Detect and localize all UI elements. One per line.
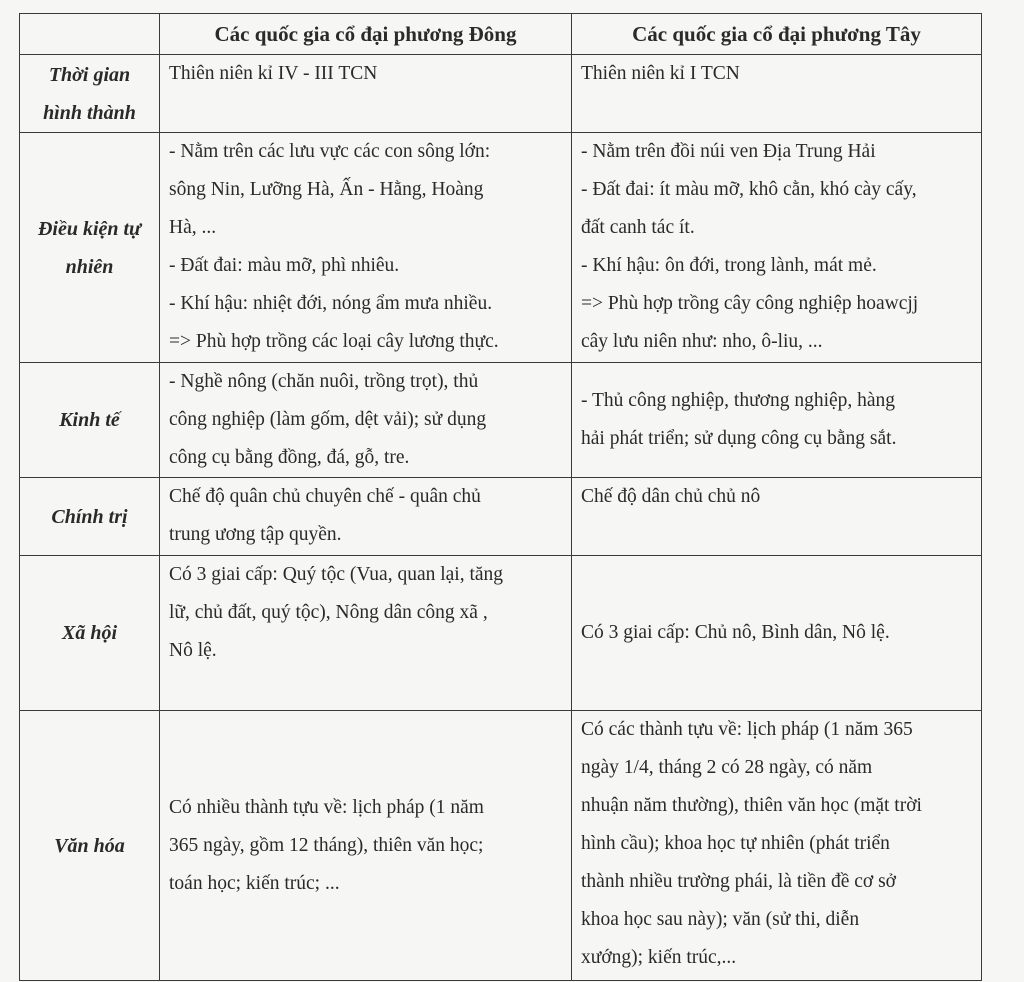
cell-line: nhuận năm thường), thiên văn học (mặt trời [581, 795, 922, 816]
label-line: Kinh tế [59, 409, 120, 431]
cell-line: Chế độ dân chủ chủ nô [581, 486, 761, 507]
east-cell [160, 363, 572, 478]
cell-line: - Khí hậu: nhiệt đới, nóng ẩm mưa nhiều. [169, 293, 493, 314]
cell-line: - Đất đai: màu mỡ, phì nhiêu. [169, 255, 400, 276]
cell-line: công nghiệp (làm gốm, dệt vải); sử dụng [169, 409, 487, 430]
label-line: nhiên [65, 255, 114, 278]
west-cell [572, 711, 982, 981]
label-line: Điều kiện tự [37, 217, 142, 240]
cell-line: - Đất đai: ít màu mỡ, khô cằn, khó cày cấy, [581, 179, 917, 200]
cell-line: Có các thành tựu về: lịch pháp (1 năm 365 [581, 719, 913, 740]
cell-line: hình cầu); khoa học tự nhiên (phát triển [581, 833, 890, 854]
comparison-table-container [19, 13, 981, 981]
west-cell [572, 55, 982, 133]
west-cell [572, 133, 982, 363]
header-corner [20, 14, 160, 55]
row-society [20, 556, 982, 711]
cell-line: Có 3 giai cấp: Chủ nô, Bình dân, Nô lệ. [581, 622, 890, 643]
row-natural-conditions [20, 133, 982, 363]
cell-line: hải phát triển; sử dụng công cụ bằng sắt. [581, 428, 897, 449]
east-cell [160, 133, 572, 363]
cell-line: Thiên niên kỉ I TCN [581, 63, 740, 84]
cell-line: - Thủ công nghiệp, thương nghiệp, hàng [581, 390, 896, 411]
east-cell [160, 55, 572, 133]
label-line: Xã hội [61, 622, 118, 644]
cell-line: lữ, chủ đất, quý tộc), Nông dân công xã , [169, 602, 488, 623]
cell-line: Hà, ... [169, 217, 217, 238]
east-cell [160, 478, 572, 556]
row-formation-time [20, 55, 982, 133]
cell-line: - Khí hậu: ôn đới, trong lành, mát mẻ. [581, 255, 877, 276]
cell-line: ngày 1/4, tháng 2 có 28 ngày, có năm [581, 757, 873, 778]
cell-line: - Nghề nông (chăn nuôi, trồng trọt), thủ [169, 371, 479, 392]
row-politics [20, 478, 982, 556]
cell-line: đất canh tác ít. [581, 217, 695, 238]
header-east: Các quốc gia cổ đại phương Đông [160, 14, 572, 55]
label-line: hình thành [43, 101, 136, 124]
row-label [20, 556, 160, 711]
cell-line: => Phù hợp trồng cây công nghiệp hoawcjj [581, 293, 919, 314]
cell-line: Nô lệ. [169, 640, 217, 661]
east-cell [160, 711, 572, 981]
west-cell [572, 363, 982, 478]
cell-line: trung ương tập quyền. [169, 524, 342, 545]
east-cell [160, 556, 572, 711]
cell-line: toán học; kiến trúc; ... [169, 872, 340, 894]
label-line: Thời gian [48, 63, 131, 86]
row-label [20, 55, 160, 133]
label-line: Chính trị [51, 505, 128, 528]
cell-line: 365 ngày, gồm 12 tháng), thiên văn học; [169, 834, 484, 856]
cell-line: xướng); kiến trúc,... [581, 947, 737, 968]
row-label [20, 478, 160, 556]
cell-line: công cụ bằng đồng, đá, gỗ, tre. [169, 447, 410, 468]
west-cell [572, 556, 982, 711]
row-economy [20, 363, 982, 478]
label-line: Văn hóa [54, 834, 125, 857]
cell-line: cây lưu niên như: nho, ô-liu, ... [581, 331, 823, 352]
cell-line: Có 3 giai cấp: Quý tộc (Vua, quan lại, tăng [169, 564, 504, 585]
row-label [20, 711, 160, 981]
cell-line: thành nhiều trường phái, là tiền đề cơ sở [581, 871, 896, 892]
cell-line: => Phù hợp trồng các loại cây lương thực. [169, 331, 499, 352]
west-cell [572, 478, 982, 556]
cell-line: Chế độ quân chủ chuyên chế - quân chủ [169, 486, 481, 507]
cell-line: sông Nin, Lưỡng Hà, Ấn - Hằng, Hoàng [169, 179, 484, 200]
comparison-table [19, 13, 982, 981]
cell-line: Có nhiều thành tựu về: lịch pháp (1 năm [169, 796, 484, 818]
header-west: Các quốc gia cổ đại phương Tây [572, 14, 982, 55]
cell-line: - Nằm trên các lưu vực các con sông lớn: [169, 141, 491, 162]
row-label [20, 133, 160, 363]
cell-line: Thiên niên kỉ IV - III TCN [169, 63, 378, 84]
cell-line: - Nằm trên đồi núi ven Địa Trung Hải [581, 141, 876, 162]
cell-line: khoa học sau này); văn (sử thi, diễn [581, 909, 860, 930]
row-culture [20, 711, 982, 981]
row-label [20, 363, 160, 478]
header-row [20, 14, 982, 55]
